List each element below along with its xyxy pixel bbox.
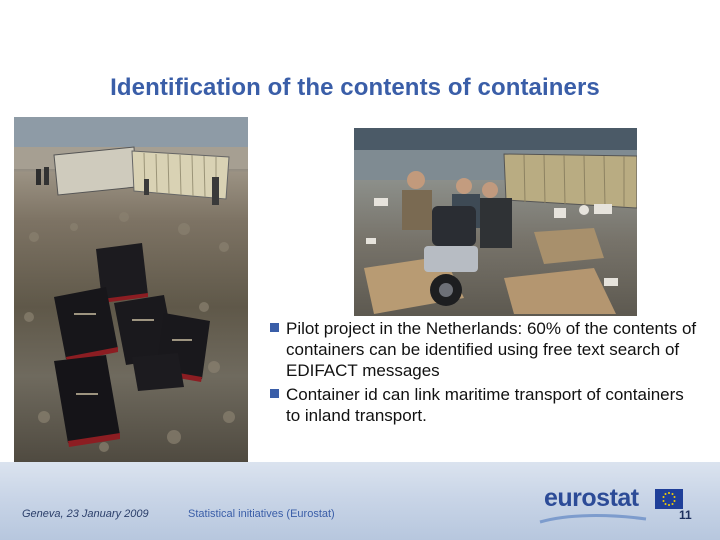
logo-swoosh-icon — [538, 512, 648, 526]
beach-scene-illustration — [14, 117, 248, 463]
photo-beach-containers-books — [14, 117, 248, 463]
logo-wordmark: eurostat — [544, 484, 639, 512]
eu-flag-icon — [655, 489, 683, 509]
bullet-text: Pilot project in the Netherlands: 60% of the contents of containers can be identified using free text search of EDIFACT messages — [286, 319, 697, 380]
footer-date-location: Geneva, 23 January 2009 — [22, 508, 149, 520]
bullet-square-icon — [270, 389, 279, 398]
bullet-list — [270, 318, 700, 429]
salvage-scene-illustration — [354, 128, 637, 316]
page-number: 11 — [679, 508, 692, 522]
bullet-item — [270, 318, 700, 381]
photo-people-salvaging-motorbike — [354, 128, 637, 316]
footer-presentation-title: Statistical initiatives (Eurostat) — [188, 508, 335, 520]
bullet-text: Container id can link maritime transport of containers to inland transport. — [286, 385, 684, 425]
bullet-square-icon — [270, 323, 279, 332]
bullet-item — [270, 384, 700, 426]
slide-title: Identification of the contents of containers — [110, 74, 600, 101]
